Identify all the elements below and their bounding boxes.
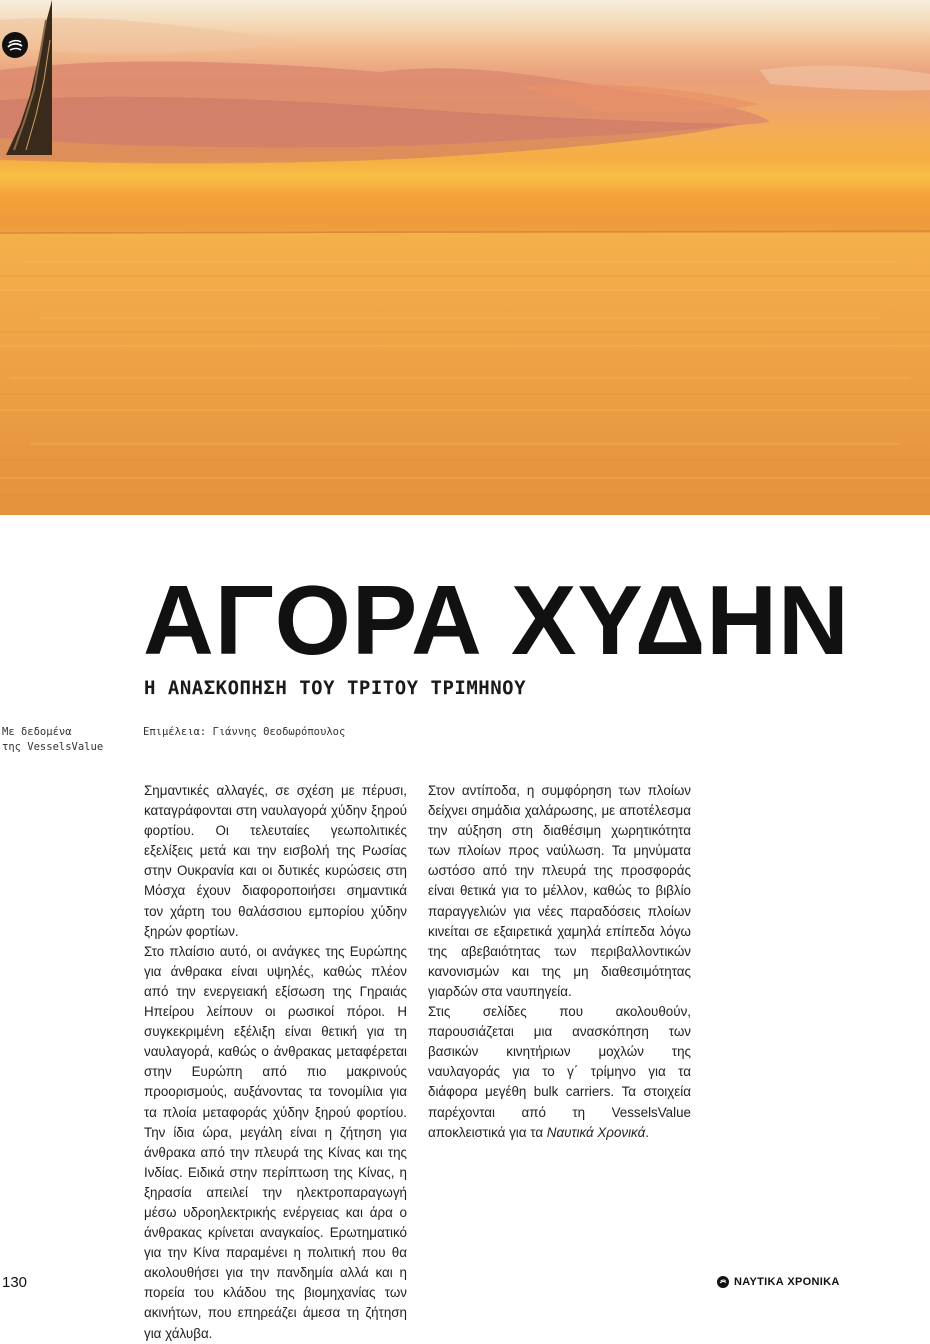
data-source-credit — [2, 725, 122, 755]
naftika-chronika-logo-icon — [717, 1276, 729, 1288]
article-column-2 — [428, 781, 691, 1143]
page-number: 130 — [2, 1274, 28, 1291]
paragraph-text: Στις σελίδες που ακολουθούν, παρουσιάζεται μια ανασκόπηση των βασικών κινητήριων μοχλών της ναυλαγοράς για το γ΄ τρίμηνο για τα διάφορα μεγέθη bulk carriers. Τα στοιχεία παρέχονται από τη VesselsValue αποκλειστικά για τα — [428, 1004, 691, 1140]
source-line: της VesselsValue — [2, 741, 104, 753]
paragraph-end: . — [645, 1124, 649, 1140]
ship-hull-silhouette — [0, 0, 52, 155]
paragraph: Στο πλαίσιο αυτό, οι ανάγκες της Ευρώπης για άνθρακα είναι υψηλές, καθώς πλέον από την ενεργειακή εξίσωση της Γηραιάς Ηπείρου λείπουν οι ρωσικοί πόροι. Η συγκεκριμένη εξέλιξη είναι θετική για τη ναυλαγορά, καθώς ο άνθρακας μεταφέρεται στην Ευρώπη από πιο μακρινούς προορισμούς, αυξάνοντας τα τονομίλια για τα πλοία μεταφοράς χύδην ξηρού φορτίου. Την ίδια ώρα, μεγάλη είναι η ζήτηση για άνθρακα από την πλευρά της Κίνας και της Ινδίας. Ειδικά στην περίπτωση της Κίνας, η ξηρασία απειλεί την ηλεκτροπαραγωγή μέσω υδροηλεκτρικής ενέργειας και άρα ο άνθρακας κρίνεται αναγκαίος. Ερωτηματικό για την Κίνα παραμένει η πολιτική που θα ακολουθήσει για την πανδημία αλλά και η πορεία του κλάδου της βιομηχανίας των ακινήτων, που επηρεάζει άμεσα τη ζήτηση για χάλυβα. — [144, 943, 407, 1341]
editor-credit: Επιμέλεια: Γιάννης Θεοδωρόπουλος — [143, 726, 346, 738]
footer-brand — [717, 1276, 840, 1288]
publication-name: Ναυτικά Χρονικά — [546, 1124, 646, 1140]
paragraph: Σημαντικές αλλαγές, σε σχέση με πέρυσι, καταγράφονται στη ναυλαγορά χύδην ξηρού φορτίου. Οι τελευταίες γεωπολιτικές εξελίξεις μετά και την εισβολή της Ρωσίας στην Ουκρανία και οι δυτικές κυρώσεις στη Μόσχα έχουν διαφοροποιήσει σημαντικά τον χάρτη του θαλάσσιου εμπορίου χύδην ξηρών φορτίων. — [144, 783, 407, 939]
source-line: Με δεδομένα — [2, 726, 72, 738]
paragraph: Στον αντίποδα, η συμφόρηση των πλοίων δείχνει σημάδια χαλάρωσης, με αποτέλεσμα την αύξηση στη διαθέσιμη χωρητικότητα των πλοίων προς ναύλωση. Τα μηνύματα ωστόσο από την πλευρά της προσφοράς είναι θετικά για το μέλλον, καθώς το βιβλίο παραγγελιών για νέες παραδόσεις πλοίων κινείται σε εξαιρετικά χαμηλά επίπεδα λόγω της αβεβαιότητας των περιβαλλοντικών κανονισμών και της μη διαθεσιμότητας γιαρδών στα ναυπηγεία. — [428, 783, 691, 999]
article-title: ΑΓΟΡΑ ΧΥΔΗΝ — [143, 565, 850, 675]
article-column-1 — [144, 781, 407, 1344]
paragraph — [428, 1002, 691, 1143]
hero-photo — [0, 0, 930, 515]
sunset-sea-illustration — [0, 0, 930, 515]
brand-name: ΝΑΥΤΙΚΑ ΧΡΟΝΙΚΑ — [734, 1276, 840, 1288]
article-subtitle: Η ΑΝΑΣΚΟΠΗΣΗ ΤΟΥ ΤΡΙΤΟΥ ΤΡΙΜΗΝΟΥ — [144, 677, 527, 699]
